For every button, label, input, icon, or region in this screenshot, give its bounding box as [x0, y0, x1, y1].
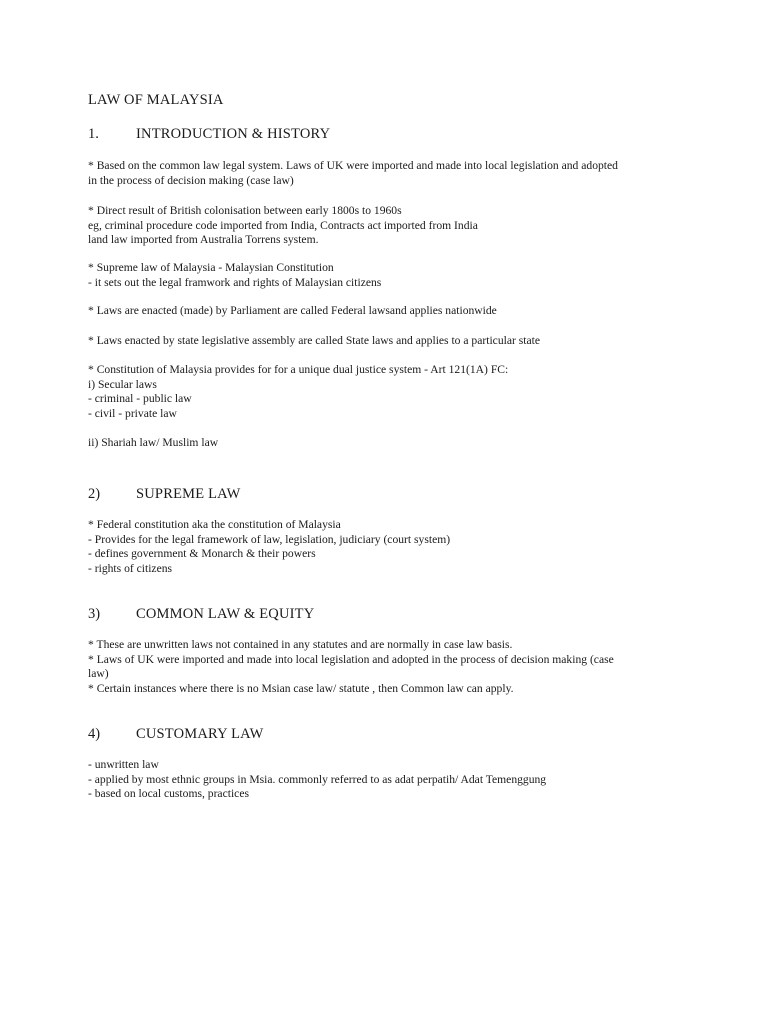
paragraph: [88, 334, 688, 349]
text-line: land law imported from Australia Torrens system.: [88, 233, 319, 246]
text-line: * Laws of UK were imported and made into local legislation and adopted in the process of decision making (case: [88, 652, 614, 666]
section-title: CUSTOMARY LAW: [136, 726, 264, 742]
section-title: COMMON LAW & EQUITY: [136, 606, 315, 622]
text-line: * These are unwritten laws not contained in any statutes and are normally in case law basis.: [88, 638, 513, 651]
paragraph: [88, 758, 688, 802]
text-line: * Supreme law of Malaysia - Malaysian Constitution: [88, 261, 334, 274]
section-heading: [88, 605, 314, 623]
text-line: eg, criminal procedure code imported from India, Contracts act imported from India: [88, 218, 478, 232]
text-line: * Laws enacted by state legislative assembly are called State laws and applies to a particular state: [88, 334, 540, 347]
section-number: 4): [88, 726, 101, 742]
section-heading: [88, 725, 264, 743]
paragraph: [88, 363, 688, 421]
section-heading: [88, 125, 330, 143]
paragraph: [88, 436, 688, 451]
text-line: in the process of decision making (case law): [88, 173, 294, 187]
text-line: - based on local customs, practices: [88, 787, 249, 800]
section-title: INTRODUCTION & HISTORY: [136, 126, 331, 142]
text-line: * Based on the common law legal system. Laws of UK were imported and made into local legislation and adopted: [88, 159, 618, 172]
text-line: - it sets out the legal framwork and rights of Malaysian citizens: [88, 275, 382, 289]
text-line: - unwritten law: [88, 758, 159, 771]
section-number: 2): [88, 486, 101, 502]
text-line: * Certain instances where there is no Msian case law/ statute , then Common law can apply.: [88, 681, 514, 695]
text-line: - criminal - public law: [88, 392, 192, 405]
paragraph: [88, 159, 688, 188]
text-line: - civil - private law: [88, 406, 177, 420]
text-line: - defines government & Monarch & their powers: [88, 547, 316, 560]
paragraph: [88, 518, 688, 576]
section-number: 3): [88, 606, 101, 622]
section-title: SUPREME LAW: [136, 486, 241, 502]
section-number: 1.: [88, 126, 99, 142]
text-line: ii) Shariah law/ Muslim law: [88, 436, 219, 449]
text-line: - Provides for the legal framework of law, legislation, judiciary (court system): [88, 532, 451, 546]
text-line: * Laws are enacted (made) by Parliament are called Federal lawsand applies nationwide: [88, 304, 497, 317]
text-line: i) Secular laws: [88, 377, 157, 391]
document-title: LAW OF MALAYSIA: [88, 92, 224, 108]
text-line: - rights of citizens: [88, 561, 173, 575]
text-line: * Federal constitution aka the constitution of Malaysia: [88, 518, 341, 531]
section-heading: [88, 485, 241, 503]
text-line: * Direct result of British colonisation between early 1800s to 1960s: [88, 204, 402, 217]
text-line: law): [88, 667, 109, 680]
text-line: * Constitution of Malaysia provides for for a unique dual justice system - Art 121(1A) FC:: [88, 363, 509, 376]
paragraph: [88, 304, 688, 319]
paragraph: [88, 638, 688, 696]
paragraph: [88, 261, 688, 290]
paragraph: [88, 204, 688, 248]
text-line: - applied by most ethnic groups in Msia. commonly referred to as adat perpatih/ Adat Temenggung: [88, 772, 547, 786]
